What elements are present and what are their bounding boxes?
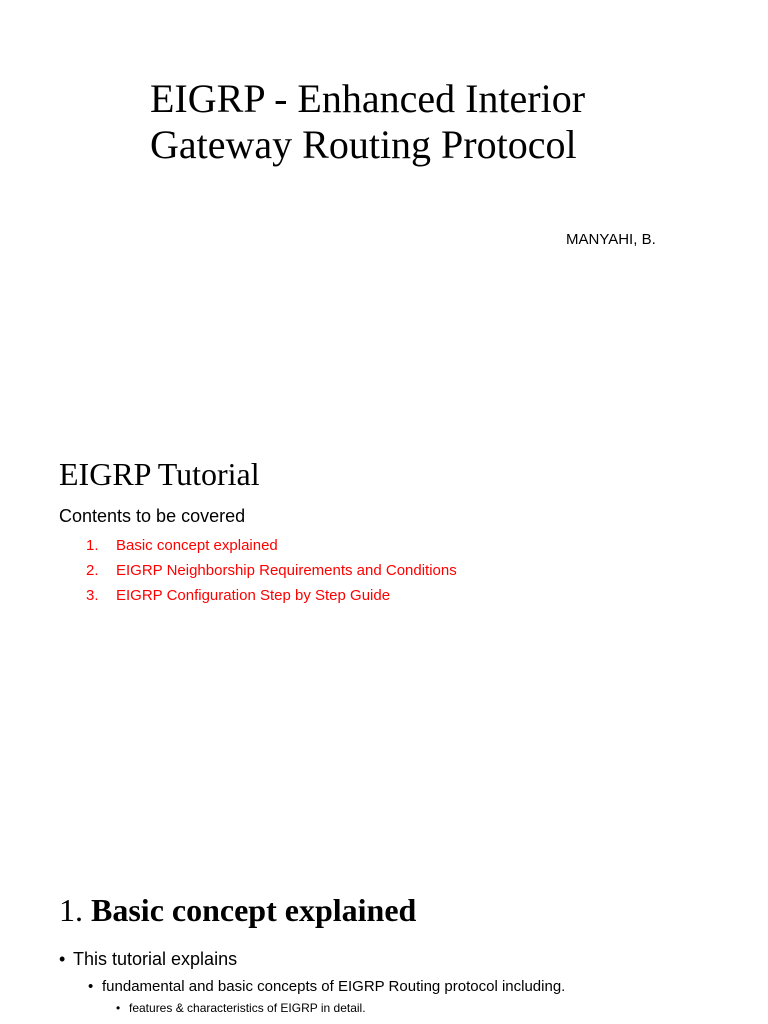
heading-text: Basic concept explained (91, 892, 417, 928)
slide-heading (59, 890, 416, 930)
presentation-title: EIGRP - Enhanced Interior Gateway Routing Protocol (150, 76, 586, 167)
author-name: MANYAHI, B. (566, 231, 656, 248)
title-slide (0, 0, 768, 290)
contents-slide (0, 430, 768, 640)
bullet-text: features & characteristics of EIGRP in detail. (129, 1001, 366, 1015)
bullet-level-3 (116, 1001, 366, 1015)
bullet-level-1 (59, 949, 237, 970)
contents-item (86, 558, 457, 583)
contents-item-text: EIGRP Neighborship Requirements and Conditions (116, 562, 457, 579)
bullet-dot-icon: • (59, 949, 66, 969)
bullet-text: fundamental and basic concepts of EIGRP Routing protocol including. (102, 978, 566, 995)
heading-number: 1. (59, 892, 91, 928)
slide-heading: EIGRP Tutorial (59, 456, 260, 492)
contents-item-number: 2. (86, 562, 99, 579)
bullet-dot-icon: • (116, 1001, 121, 1015)
contents-list (86, 533, 457, 608)
contents-item-number: 1. (86, 537, 99, 554)
bullet-level-2 (88, 978, 565, 995)
contents-item (86, 533, 457, 558)
contents-item-text: EIGRP Configuration Step by Step Guide (116, 587, 391, 604)
concept-slide (0, 860, 768, 1024)
contents-item-text: Basic concept explained (116, 537, 278, 554)
contents-item-number: 3. (86, 587, 99, 604)
contents-label: Contents to be covered (59, 506, 246, 526)
bullet-dot-icon: • (88, 978, 94, 995)
bullet-text: This tutorial explains (73, 949, 238, 969)
contents-item (86, 583, 457, 608)
